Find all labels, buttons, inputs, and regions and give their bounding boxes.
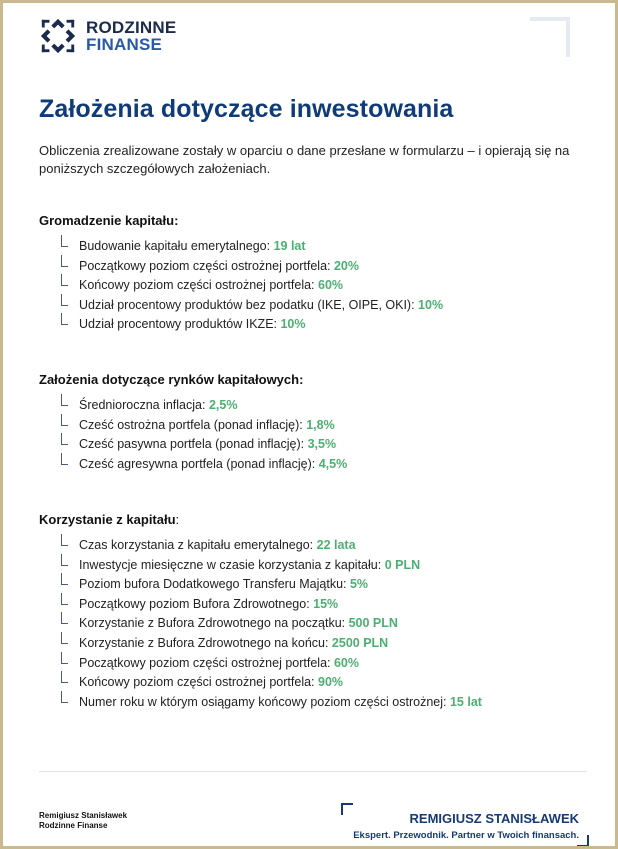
brand-logo — [39, 17, 176, 55]
bullet-icon — [61, 453, 68, 465]
section-title: Gromadzenie kapitału: — [39, 213, 179, 228]
bullet-icon — [61, 671, 68, 683]
item-value: 0 PLN — [384, 557, 421, 572]
list-item: Inwestycje miesięczne w czasie korzystania z kapitału: 0 PLN — [39, 556, 482, 576]
item-value: 60% — [333, 655, 359, 670]
item-value: 10% — [418, 297, 444, 312]
footer-bracket-decoration — [341, 803, 353, 815]
item-value: 4,5% — [318, 456, 348, 471]
section-title: Założenia dotyczące rynków kapitałowych: — [39, 372, 304, 387]
section-title: Korzystanie z kapitału — [39, 512, 176, 527]
list-item: Cześć agresywna portfela (ponad inflację): 4,5% — [39, 455, 347, 475]
item-value: 15% — [313, 596, 339, 611]
bullet-icon — [61, 313, 68, 325]
list-item: Końcowy poziom części ostrożnej portfela: 60% — [39, 276, 443, 296]
bullet-icon — [61, 612, 68, 624]
item-value: 3,5% — [307, 437, 337, 452]
list-item: Cześć ostrożna portfela (ponad inflację): 1,8% — [39, 416, 347, 436]
bullet-icon — [61, 593, 68, 605]
list-item: Korzystanie z Bufora Zdrowotnego na końcu: 2500 PLN — [39, 634, 482, 654]
item-value: 2500 PLN — [331, 635, 389, 650]
footer-author: Remigiusz Stanisławek — [39, 811, 128, 820]
bullet-icon — [61, 573, 68, 585]
list-item: Poziom bufora Dodatkowego Transferu Majątku: 5% — [39, 575, 482, 595]
assumption-list — [39, 237, 443, 335]
list-item: Budowanie kapitału emerytalnego: 19 lat — [39, 237, 443, 257]
page-title: Założenia dotyczące inwestowania — [39, 95, 454, 123]
list-item: Końcowy poziom części ostrożnej portfela: 90% — [39, 673, 482, 693]
intro-paragraph: Obliczenia zrealizowane zostały w oparciu o dane przesłane w formularzu – i opierają się na poniższych szczegółowych założeniach. — [39, 143, 570, 176]
bullet-icon — [61, 274, 68, 286]
list-item: Czas korzystania z kapitału emerytalnego: 22 lata — [39, 536, 482, 556]
footer-divider — [39, 771, 587, 772]
list-item: Numer roku w którym osiągamy końcowy poziom części ostrożnej: 15 lat — [39, 693, 482, 713]
item-value: 500 PLN — [348, 616, 398, 631]
list-item: Korzystanie z Bufora Zdrowotnego na początku: 500 PLN — [39, 614, 482, 634]
section-capital-markets — [39, 372, 347, 474]
list-item: Początkowy poziom części ostrożnej portfela: 60% — [39, 654, 482, 674]
footer-company: Rodzinne Finanse — [39, 821, 108, 830]
assumption-list — [39, 536, 482, 712]
bullet-icon — [61, 534, 68, 546]
list-item: Udział procentowy produktów bez podatku (IKE, OIPE, OKI): 10% — [39, 296, 443, 316]
item-value: 10% — [280, 317, 306, 332]
item-value: 19 lat — [273, 239, 306, 253]
bullet-icon — [61, 632, 68, 644]
brand-line2: FINANSE — [86, 35, 163, 54]
list-item: Udział procentowy produktów IKZE: 10% — [39, 315, 443, 335]
corner-decoration — [530, 17, 570, 57]
item-value: 1,8% — [306, 417, 335, 432]
item-value: 20% — [333, 258, 359, 273]
bullet-icon — [61, 433, 68, 445]
bullet-icon — [61, 255, 68, 267]
brand-line1: RODZINNE — [86, 18, 177, 37]
item-value: 60% — [318, 278, 344, 293]
bullet-icon — [61, 554, 68, 566]
item-value: 5% — [349, 577, 369, 592]
item-value: 90% — [318, 675, 344, 690]
bullet-icon — [61, 294, 68, 306]
assumption-list — [39, 396, 347, 474]
footer-left — [39, 811, 127, 831]
item-value: 2,5% — [208, 398, 238, 412]
bullet-icon — [61, 235, 68, 247]
bullet-icon — [61, 394, 68, 406]
item-value: 22 lata — [316, 538, 356, 552]
list-item: Początkowy poziom Bufora Zdrowotnego: 15% — [39, 595, 482, 615]
footer-right — [353, 811, 579, 841]
item-value: 15 lat — [449, 694, 482, 709]
footer-tagline: Ekspert. Przewodnik. Partner w Twoich finansach. — [353, 830, 579, 841]
section-capital-usage: Korzystanie z kapitału: Czas korzystania z kapitału emerytalnego: 22 lata Inwestycje miesięczne w czasie korzystania z kapitału: 0 PLN Poziom bufora Dodatkowego Transferu Majątku: 5% Początkowy poziom Bufora Zdrowotnego: 15% Korzystanie z Bufora Zdrowotnego na początku: 500 PLN Korzystanie z Bufora Zdrowotnego na końcu: 2500 PLN Początkowy poziom części ostrożnej portfela: 60% Końcowy poziom części ostrożnej portfela: 90% Numer roku w którym osiągamy końcowy poziom części ostrożnej: 15 lat — [39, 512, 482, 712]
brand-mark-icon — [39, 17, 77, 55]
list-item: Początkowy poziom części ostrożnej portfela: 20% — [39, 257, 443, 277]
footer-name: REMIGIUSZ STANISŁAWEK — [409, 811, 579, 826]
bullet-icon — [61, 691, 68, 703]
bullet-icon — [61, 652, 68, 664]
list-item: Cześć pasywna portfela (ponad inflację): 3,5% — [39, 435, 347, 455]
bullet-icon — [61, 414, 68, 426]
list-item: Średnioroczna inflacja: 2,5% — [39, 396, 347, 416]
section-capital-accumulation — [39, 213, 443, 335]
